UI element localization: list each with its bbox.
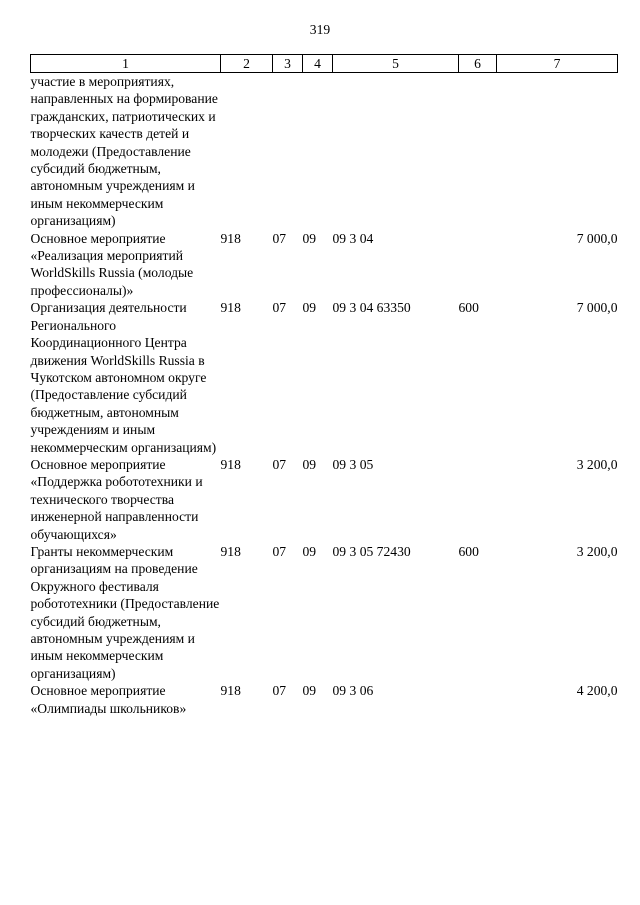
table-row <box>31 543 618 682</box>
column-header-1: 1 <box>31 55 221 73</box>
row-name: Основное мероприятие «Олимпиады школьников» <box>30 683 187 716</box>
row-section: 07 <box>272 300 287 316</box>
column-header-5: 5 <box>333 55 459 73</box>
row-admin-code: 918 <box>220 683 241 699</box>
row-amount: 7 000,0 <box>576 230 618 246</box>
column-header-6: 6 <box>459 55 497 73</box>
row-expense-type <box>459 230 497 300</box>
column-header-3: 3 <box>273 55 303 73</box>
row-admin-code: 918 <box>220 300 241 316</box>
row-subsection: 09 <box>302 230 317 246</box>
table-row <box>31 73 618 230</box>
row-target-article: 09 3 05 <box>332 456 374 472</box>
row-amount <box>497 73 618 230</box>
row-subsection: 09 <box>302 300 317 316</box>
table-row <box>31 682 618 717</box>
row-name: Организация деятельности Регионального Координационного Центра движения WorldSkills Russia в Чукотском автономном округе (Предоставление субсидий бюджетным, автономным учреждениям и иным некоммерческим организациям) <box>30 300 217 455</box>
row-expense-type <box>459 73 497 230</box>
row-name: Основное мероприятие «Реализация мероприятий WorldSkills Russia (молодые профессионалы)» <box>30 230 194 298</box>
row-subsection <box>303 73 333 230</box>
row-section: 07 <box>272 683 287 699</box>
row-subsection: 09 <box>302 543 317 559</box>
row-section <box>273 73 303 230</box>
table-row <box>31 230 618 300</box>
row-expense-type: 600 <box>458 300 479 316</box>
row-target-article <box>333 73 459 230</box>
column-header-2: 2 <box>221 55 273 73</box>
row-section: 07 <box>272 543 287 559</box>
row-expense-type: 600 <box>458 543 479 559</box>
row-target-article: 09 3 04 63350 <box>332 300 411 316</box>
row-section: 07 <box>272 456 287 472</box>
page-number: 319 <box>309 22 331 37</box>
row-section: 07 <box>272 230 287 246</box>
row-amount: 3 200,0 <box>576 456 618 472</box>
row-amount: 3 200,0 <box>576 543 618 559</box>
row-name: Гранты некоммерческим организациям на проведение Окружного фестиваля робототехники (Предоставление субсидий бюджетным, автономным учреждениям и иным некоммерческим организациям) <box>30 543 220 681</box>
row-admin-code: 918 <box>220 456 241 472</box>
column-header-4: 4 <box>303 55 333 73</box>
row-expense-type <box>459 682 497 717</box>
row-name: Основное мероприятие «Поддержка робототехники и технического творчества инженерной направленности обучающихся» <box>30 456 203 542</box>
row-admin-code: 918 <box>220 543 241 559</box>
row-amount: 7 000,0 <box>576 300 618 316</box>
row-admin-code: 918 <box>220 230 241 246</box>
row-amount: 4 200,0 <box>576 683 618 699</box>
table-row <box>31 299 618 456</box>
table-body <box>31 73 618 718</box>
row-admin-code <box>221 73 273 230</box>
row-target-article: 09 3 05 72430 <box>332 543 411 559</box>
row-name: участие в мероприятиях, направленных на формирование гражданских, патриотических и творческих качеств детей и молодежи (Предоставление субсидий бюджетным, автономным учреждениям и иным некоммерческим организациям) <box>30 74 218 229</box>
header-row <box>31 55 618 73</box>
row-target-article: 09 3 06 <box>332 683 374 699</box>
row-target-article: 09 3 04 <box>332 230 374 246</box>
table-header <box>31 55 618 73</box>
table-row <box>31 456 618 543</box>
row-subsection: 09 <box>302 456 317 472</box>
budget-table <box>30 54 618 717</box>
column-header-7: 7 <box>497 55 618 73</box>
row-expense-type <box>459 456 497 543</box>
row-subsection: 09 <box>302 683 317 699</box>
